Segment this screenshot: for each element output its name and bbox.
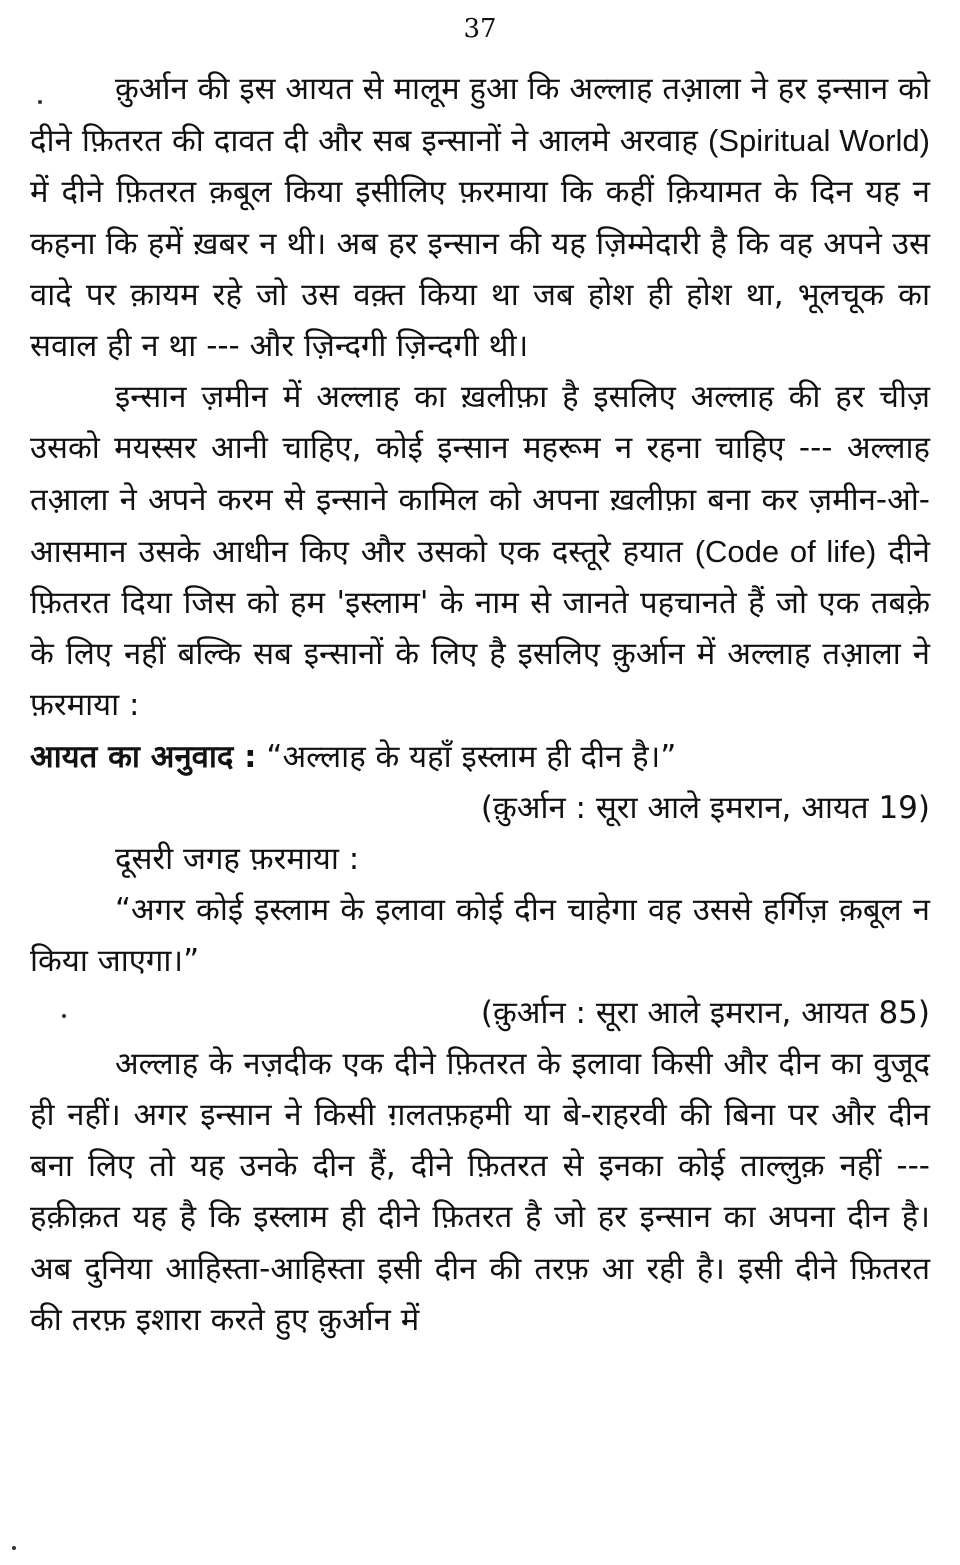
paragraph-1-text-b: में दीने फ़ितरत क़बूल किया इसीलिए फ़रमाया कि कहीं क़ियामत के दिन यह न कहना कि हमें ख़बर न थी। अब हर इन्सान की यह ज़िम्मेदारी है कि वह अपने उस वादे पर क़ायम रहे जो उस वक़्त किया था जब होश ही होश था, भूलचूक का सवाल ही न था --- और ज़िन्दगी ज़िन्दगी थी। — [30, 174, 930, 365]
quote-2: “अगर कोई इस्लाम के इलावा कोई दीन चाहेगा वह उससे हर्गिज़ क़बूल न किया जाएगा।” — [30, 892, 930, 980]
paragraph-4: अल्लाह के नज़दीक एक दीने फ़ितरत के इलावा किसी और दीन का वुजूद ही नहीं। अगर इन्सान ने किसी ग़लतफ़हमी या बे-राहरवी की बिना पर और दीन बना लिए तो यह उनके दीन हैं, दीने फ़ितरत से इनका कोई ताल्लुक़ नहीं --- हक़ीक़त यह है कि इस्लाम ही दीने फ़ितरत है जो हर इन्सान का अपना दीन है। अब दुनिया आहिस्ता-आहिस्ता इसी दीन की तरफ़ आ रही है। इसी दीने फ़ितरत की तरफ़ इशारा करते हुए क़ुर्आन में — [30, 1045, 930, 1338]
scan-speck — [62, 1014, 66, 1018]
paragraph-2 — [30, 372, 930, 731]
verse-translation-line — [30, 732, 930, 783]
page-body — [30, 64, 930, 1346]
paragraph-1 — [30, 64, 930, 372]
paragraph-2-text-b: दीने फ़ितरत दिया जिस को हम 'इस्लाम' के नाम से जानते पहचानते हैं जो एक तबक़े के लिए नहीं बल्कि सब इन्सानों के लिए है इसलिए क़ुर्आन में अल्लाह तआ़ला ने फ़रमाया : — [30, 533, 930, 724]
paragraph-2-latin-term: (Code of life) — [694, 533, 877, 569]
citation-2: (क़ुर्आन : सूरा आले इमरान, आयत 85) — [480, 994, 930, 1031]
paragraph-1-latin-term: (Spiritual World) — [708, 123, 930, 159]
scan-speck — [12, 1546, 16, 1550]
paragraph-3: दूसरी जगह फ़रमाया : — [115, 841, 360, 878]
verse-translation-text: “अल्लाह के यहाँ इस्लाम ही दीन है।” — [256, 738, 677, 775]
scan-speck — [38, 100, 42, 104]
paragraph-1-text-a: क़ुर्आन की इस आयत से मालूम हुआ कि अल्लाह तआ़ला ने हर इन्सान को दीने फ़ितरत की दावत दी और सब इन्सानों ने आलमे अरवाह — [30, 71, 930, 160]
citation-1: (क़ुर्आन : सूरा आले इमरान, आयत 19) — [480, 789, 930, 826]
page-number: 37 — [463, 14, 497, 44]
verse-translation-label: आयत का अनुवाद : — [30, 738, 257, 775]
paragraph-2-text-a: इन्सान ज़मीन में अल्लाह का ख़लीफ़ा है इसलिए अल्लाह की हर चीज़ उसको मयस्सर आनी चाहिए, कोई इन्सान महरूम न रहना चाहिए --- अल्लाह तआ़ला ने अपने करम से इन्साने कामिल को अपना ख़लीफ़ा बना कर ज़मीन-ओ-आसमान उसके आधीन किए और उसको एक दस्तूरे हयात — [30, 379, 930, 570]
